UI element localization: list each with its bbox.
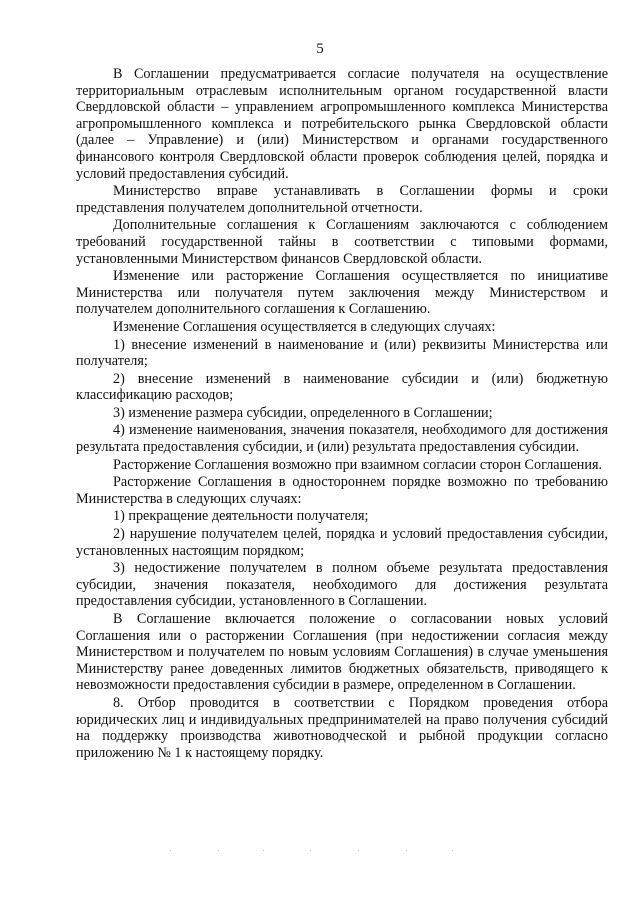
paragraph: Расторжение Соглашения возможно при взаимном согласии сторон Соглашения. [113,456,603,473]
list-item: 3) изменение размера субсидии, определенного в Соглашении; [113,404,493,421]
document-body [76,66,608,762]
scan-artifact-dots [170,850,470,852]
list-item: 3) недостижение получателем в полном объеме результата предоставления субсидии, значения показателя, необходимого для достижения результата предоставления субсидии, установленного в Соглашении. [76,560,608,610]
list-item: 2) нарушение получателем целей, порядка и условий предоставления субсидии, установленных настоящим порядком; [76,526,608,559]
list-item: 1) внесение изменений в наименование и (или) реквизиты Министерства или получателя; [76,336,608,370]
paragraph: Изменение Соглашения осуществляется в следующих случаях: [113,318,496,335]
paragraph: Расторжение Соглашения в одностороннем порядке возможно по требованию Министерства в следующих случаях: [76,474,608,507]
paragraph: В Соглашении предусматривается согласие получателя на осуществление территориальным отраслевым исполнительным органом государственной власти Свердловской области – управлением агропромышленного комплекса Министерства агропромышленного комплекса и потребительского рынка Свердловской области (далее – Управление) и (или) Министерством и органами государственного финансового контроля Свердловской области проверок соблюдения целей, порядка и условий предоставления субсидий. [76,66,608,182]
paragraph: Дополнительные соглашения к Соглашениям заключаются с соблюдением требований государственной тайны в соответствии с типовыми формами, установленными Министерством финансов Свердловской области. [76,217,608,267]
list-item: 1) прекращение деятельности получателя; [113,508,369,525]
paragraph: В Соглашение включается положение о согласовании новых условий Соглашения или о расторжении Соглашения (при недостижении согласия между Министерством и получателем по новым условиям Соглашения) в случае уменьшения Министерству ранее доведенных лимитов бюджетных обязательств, приводящего к невозможности предоставления субсидии в размере, определенном в Соглашении. [76,611,608,694]
page-number: 5 [316,41,324,57]
list-item: 4) изменение наименования, значения показателя, необходимого для достижения результата предоставления субсидии, и (или) результата предоставления субсидии. [76,422,608,456]
list-item: 2) внесение изменений в наименование субсидии и (или) бюджетную классификацию расходов; [76,370,608,404]
paragraph: Министерство вправе устанавливать в Соглашении формы и сроки представления получателем дополнительной отчетности. [76,183,608,216]
paragraph: 8. Отбор проводится в соответствии с Порядком проведения отбора юридических лиц и индивидуальных предпринимателей на право получения субсидий на поддержку производства животноводческой и рыбной продукции согласно приложению № 1 к настоящему порядку. [76,694,608,761]
paragraph: Изменение или расторжение Соглашения осуществляется по инициативе Министерства или получателя путем заключения между Министерством и получателем дополнительного соглашения к Соглашению. [76,268,608,318]
